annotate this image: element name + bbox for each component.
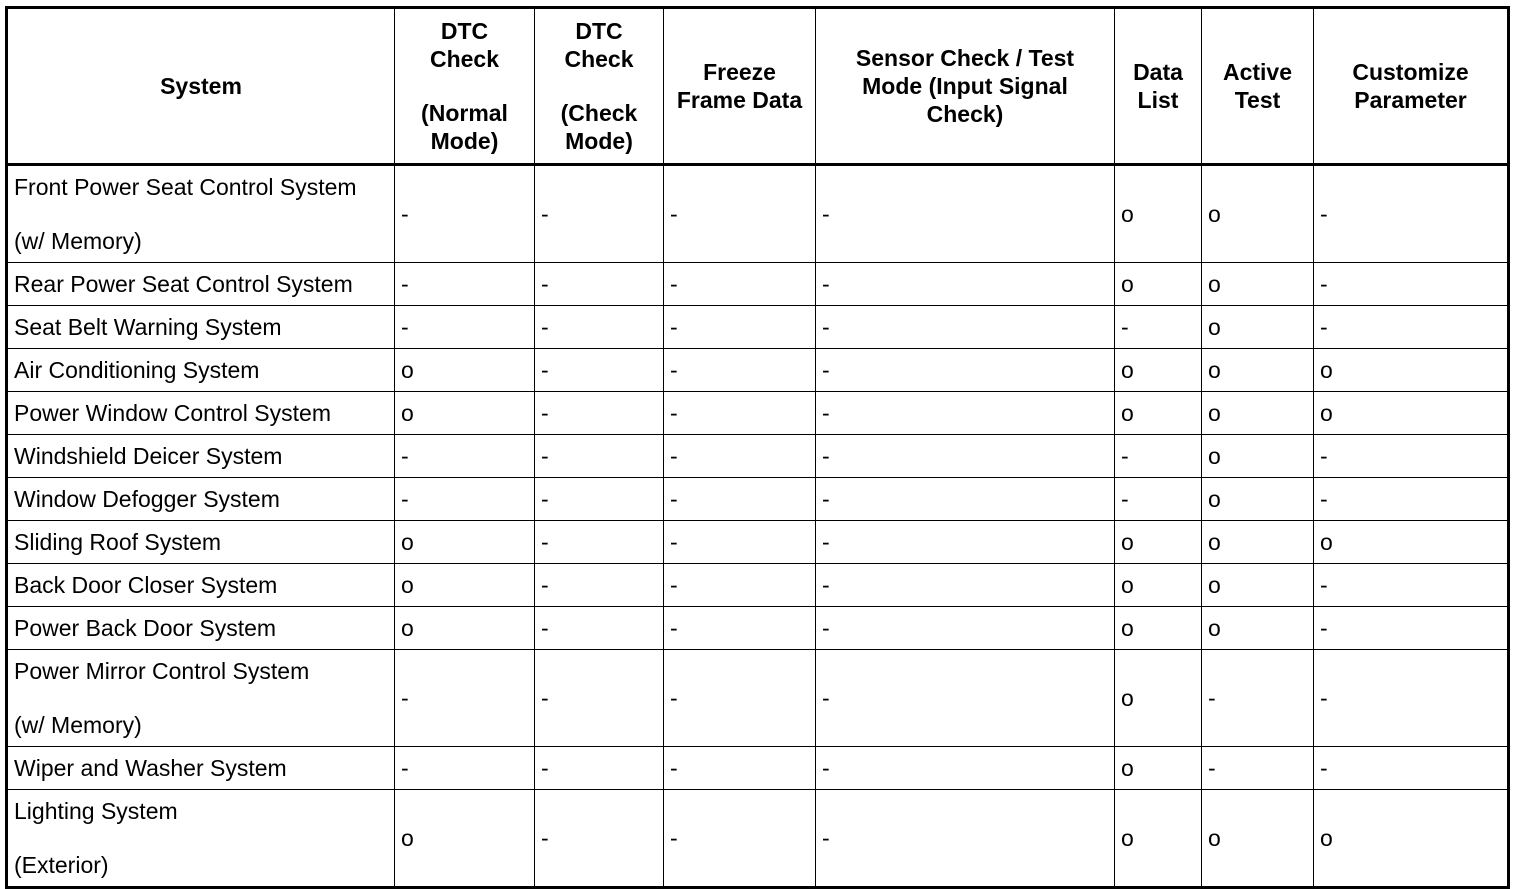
system-name: Lighting System xyxy=(14,798,178,824)
cell-active-test: o xyxy=(1202,392,1314,435)
cell-freeze: - xyxy=(664,790,816,888)
cell-customize: - xyxy=(1314,165,1509,263)
header-dtc-check xyxy=(535,8,664,165)
header-active-test-line1: Active xyxy=(1222,59,1293,85)
cell-active-test: o xyxy=(1202,564,1314,607)
cell-dtc-normal: o xyxy=(395,349,535,392)
cell-dtc-check: - xyxy=(535,392,664,435)
cell-dtc-normal: - xyxy=(395,306,535,349)
cell-freeze: - xyxy=(664,263,816,306)
header-system-label: System xyxy=(160,73,242,99)
table-row xyxy=(7,521,1509,564)
cell-data-list: o xyxy=(1115,790,1202,888)
table-header xyxy=(7,8,1509,165)
table-row xyxy=(7,607,1509,650)
cell-active-test: o xyxy=(1202,165,1314,263)
cell-active-test: o xyxy=(1202,349,1314,392)
cell-dtc-check: - xyxy=(535,306,664,349)
cell-data-list: o xyxy=(1115,607,1202,650)
cell-sensor: - xyxy=(816,521,1115,564)
cell-dtc-check: - xyxy=(535,349,664,392)
cell-customize: - xyxy=(1314,306,1509,349)
cell-system: Seat Belt Warning System xyxy=(7,306,395,349)
cell-sensor: - xyxy=(816,306,1115,349)
system-name: Front Power Seat Control System xyxy=(14,174,357,200)
cell-system: Wiper and Washer System xyxy=(7,747,395,790)
cell-dtc-check: - xyxy=(535,747,664,790)
cell-data-list: o xyxy=(1115,650,1202,747)
cell-sensor: - xyxy=(816,747,1115,790)
header-sensor-line3: Check) xyxy=(926,101,1004,127)
cell-sensor: - xyxy=(816,349,1115,392)
table-row xyxy=(7,349,1509,392)
header-data-list-line2: List xyxy=(1137,87,1179,113)
cell-active-test: o xyxy=(1202,607,1314,650)
cell-customize: - xyxy=(1314,478,1509,521)
cell-active-test: o xyxy=(1202,435,1314,478)
cell-customize: - xyxy=(1314,564,1509,607)
header-row xyxy=(7,8,1509,165)
cell-active-test: o xyxy=(1202,263,1314,306)
header-dtc-check-line2: Check xyxy=(564,46,634,72)
cell-dtc-check: - xyxy=(535,521,664,564)
cell-dtc-normal: o xyxy=(395,607,535,650)
cell-system xyxy=(7,650,395,747)
cell-dtc-check: - xyxy=(535,607,664,650)
cell-dtc-check: - xyxy=(535,564,664,607)
cell-data-list: o xyxy=(1115,564,1202,607)
table-row xyxy=(7,435,1509,478)
cell-freeze: - xyxy=(664,521,816,564)
cell-data-list: - xyxy=(1115,306,1202,349)
cell-dtc-normal: - xyxy=(395,263,535,306)
cell-active-test: - xyxy=(1202,747,1314,790)
cell-data-list: - xyxy=(1115,478,1202,521)
cell-freeze: - xyxy=(664,650,816,747)
table-row xyxy=(7,747,1509,790)
cell-data-list: o xyxy=(1115,165,1202,263)
cell-dtc-check: - xyxy=(535,478,664,521)
cell-freeze: - xyxy=(664,747,816,790)
cell-customize: - xyxy=(1314,747,1509,790)
cell-dtc-normal: - xyxy=(395,165,535,263)
cell-system: Power Window Control System xyxy=(7,392,395,435)
cell-dtc-normal: o xyxy=(395,521,535,564)
cell-active-test: o xyxy=(1202,521,1314,564)
header-dtc-check-line1: DTC xyxy=(575,18,623,44)
cell-sensor: - xyxy=(816,263,1115,306)
cell-sensor: - xyxy=(816,607,1115,650)
cell-dtc-check: - xyxy=(535,435,664,478)
header-data-list xyxy=(1115,8,1202,165)
cell-sensor: - xyxy=(816,790,1115,888)
cell-customize: o xyxy=(1314,790,1509,888)
header-dtc-normal-line3: (Normal xyxy=(421,100,508,126)
cell-sensor: - xyxy=(816,478,1115,521)
system-name: Power Mirror Control System xyxy=(14,658,310,684)
table-row xyxy=(7,790,1509,888)
cell-dtc-normal: - xyxy=(395,435,535,478)
cell-system: Air Conditioning System xyxy=(7,349,395,392)
header-dtc-normal-line2: Check xyxy=(429,46,500,72)
cell-sensor: - xyxy=(816,165,1115,263)
header-sensor-line1: Sensor Check / Test xyxy=(855,45,1075,71)
header-active-test-line2: Test xyxy=(1234,87,1281,113)
cell-freeze: - xyxy=(664,564,816,607)
cell-dtc-check: - xyxy=(535,790,664,888)
cell-dtc-normal: o xyxy=(395,392,535,435)
system-qualifier: (Exterior) xyxy=(14,852,109,878)
cell-dtc-check: - xyxy=(535,650,664,747)
cell-freeze: - xyxy=(664,349,816,392)
cell-sensor: - xyxy=(816,650,1115,747)
cell-dtc-normal: - xyxy=(395,478,535,521)
cell-system xyxy=(7,790,395,888)
cell-active-test: o xyxy=(1202,790,1314,888)
cell-customize: - xyxy=(1314,263,1509,306)
cell-data-list: o xyxy=(1115,349,1202,392)
table-row xyxy=(7,165,1509,263)
cell-dtc-check: - xyxy=(535,165,664,263)
cell-customize: o xyxy=(1314,392,1509,435)
table-row xyxy=(7,564,1509,607)
header-active-test xyxy=(1202,8,1314,165)
table-row xyxy=(7,650,1509,747)
cell-freeze: - xyxy=(664,478,816,521)
cell-data-list: o xyxy=(1115,263,1202,306)
cell-data-list: o xyxy=(1115,747,1202,790)
cell-system: Sliding Roof System xyxy=(7,521,395,564)
cell-customize: - xyxy=(1314,435,1509,478)
header-dtc-normal-line1: DTC xyxy=(440,18,489,44)
cell-sensor: - xyxy=(816,392,1115,435)
header-customize-line1: Customize xyxy=(1352,59,1469,85)
cell-sensor: - xyxy=(816,564,1115,607)
cell-dtc-check: - xyxy=(535,263,664,306)
cell-active-test: o xyxy=(1202,478,1314,521)
cell-freeze: - xyxy=(664,435,816,478)
cell-system: Back Door Closer System xyxy=(7,564,395,607)
cell-customize: o xyxy=(1314,349,1509,392)
cell-dtc-normal: o xyxy=(395,790,535,888)
cell-dtc-normal: - xyxy=(395,747,535,790)
header-dtc-check-line4: Mode) xyxy=(565,128,633,154)
cell-active-test: - xyxy=(1202,650,1314,747)
cell-sensor: - xyxy=(816,435,1115,478)
cell-system: Power Back Door System xyxy=(7,607,395,650)
header-dtc-normal-line4: Mode) xyxy=(430,128,499,154)
cell-system xyxy=(7,165,395,263)
cell-freeze: - xyxy=(664,392,816,435)
cell-system: Rear Power Seat Control System xyxy=(7,263,395,306)
cell-data-list: o xyxy=(1115,521,1202,564)
table-row xyxy=(7,306,1509,349)
header-sensor-check xyxy=(816,8,1115,165)
header-sensor-line2: Mode (Input Signal xyxy=(862,73,1068,99)
header-dtc-check-line3: (Check xyxy=(560,100,638,126)
cell-dtc-normal: - xyxy=(395,650,535,747)
cell-system: Windshield Deicer System xyxy=(7,435,395,478)
table-body xyxy=(7,165,1509,888)
cell-dtc-normal: o xyxy=(395,564,535,607)
table-row xyxy=(7,392,1509,435)
cell-freeze: - xyxy=(664,306,816,349)
header-freeze-line2: Frame Data xyxy=(676,87,803,113)
header-customize xyxy=(1314,8,1509,165)
header-freeze-line1: Freeze xyxy=(703,59,776,85)
cell-data-list: - xyxy=(1115,435,1202,478)
cell-customize: - xyxy=(1314,607,1509,650)
cell-customize: o xyxy=(1314,521,1509,564)
header-freeze-frame xyxy=(664,8,816,165)
cell-freeze: - xyxy=(664,607,816,650)
header-customize-line2: Parameter xyxy=(1354,87,1467,113)
system-qualifier: (w/ Memory) xyxy=(14,228,142,254)
table-row xyxy=(7,478,1509,521)
system-qualifier: (w/ Memory) xyxy=(14,712,142,738)
table-row xyxy=(7,263,1509,306)
header-data-list-line1: Data xyxy=(1133,59,1183,85)
header-dtc-normal xyxy=(395,8,535,165)
function-support-table xyxy=(5,6,1510,889)
cell-customize: - xyxy=(1314,650,1509,747)
cell-freeze: - xyxy=(664,165,816,263)
header-system xyxy=(7,8,395,165)
cell-system: Window Defogger System xyxy=(7,478,395,521)
cell-active-test: o xyxy=(1202,306,1314,349)
cell-data-list: o xyxy=(1115,392,1202,435)
